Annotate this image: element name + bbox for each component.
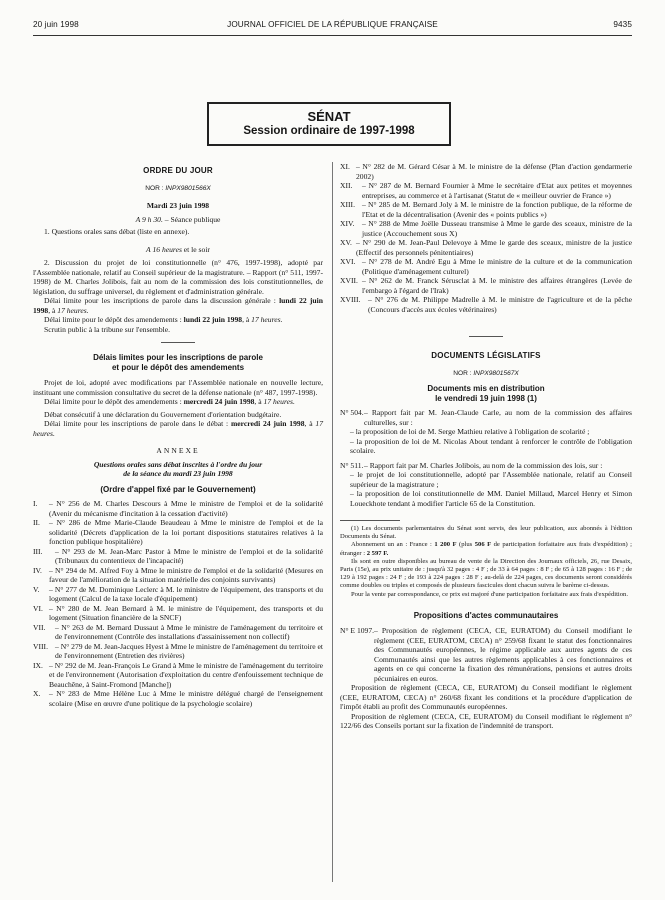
- question-item: [340, 181, 632, 200]
- questions-list-left: [33, 499, 323, 708]
- price-france: 1 200 F: [434, 541, 457, 549]
- questions-heading-line2: de la séance du mardi 23 juin 1998: [123, 469, 233, 478]
- ordre-du-jour-heading: ORDRE DU JOUR: [143, 166, 213, 175]
- question-item: [33, 585, 323, 604]
- question-item: [33, 689, 323, 708]
- document-511: [340, 461, 632, 471]
- annexe-heading: ANNEXE: [156, 446, 200, 455]
- documents-heading: DOCUMENTS LÉGISLATIFS: [431, 351, 541, 360]
- question-number: VII.: [33, 622, 46, 632]
- question-item: [33, 604, 323, 623]
- question-text: – N° 278 de M. André Egu à Mme le ministre de la culture et de la communication (Politique d'aménagement culturel): [362, 257, 632, 276]
- delai-sep: , à: [48, 305, 58, 315]
- question-item: [33, 623, 323, 642]
- debat-budgetaire: Débat consécutif à une déclaration du Gouvernement d'orientation budgétaire.: [44, 409, 282, 419]
- delai-text: Délai limite pour le dépôt des amendements :: [44, 315, 184, 324]
- question-text: – N° 280 de M. Jean Bernard à M. le ministre de l'équipement, des transports et du logement (Situation financière de la SNCF): [49, 603, 323, 622]
- question-item: [33, 642, 323, 661]
- question-text: – N° 277 de M. Dominique Leclerc à M. le ministre de l'équipement, des transports et du logement (Calcul de la taxe locale d'équipement): [49, 584, 323, 603]
- question-number: I.: [33, 499, 38, 508]
- questions-heading: [33, 460, 323, 479]
- section-divider: [161, 342, 195, 343]
- question-text: – N° 283 de Mme Hélène Luc à Mme le ministre délégué chargé de l'enseignement scolaire (Mise en œuvre d'une politique de la psychologie scolaire): [49, 689, 323, 708]
- ordre-appel-heading: (Ordre d'appel fixé par le Gouvernement): [100, 484, 256, 494]
- question-item: [340, 219, 632, 238]
- section-divider: [469, 336, 503, 337]
- question-number: XII.: [340, 181, 353, 190]
- question-text: – N° 276 de M. Philippe Madrelle à M. le ministre de l'agriculture et de la pêche (Concours d'accès aux écoles vétérinaires): [368, 295, 632, 314]
- footnote-3: Ils sont en outre disponibles au bureau de vente de la Direction des Journaux officiels, 26, rue Desaix, Paris (15e), au prix unitaire de : jusqu'à 32 pages : 4 F ; de 33 à 64 pages : 8 F ; de 65 à 128 pages : 16 F ; de 129 à 192 pages : 24 F ; de 193 à 224 pages : 28 F ; au-delà de 224 pages, ces documents seront considérés comme doubles ou triples et composés de plusieurs fascicules dont chacun suivra le barème ci-dessus.: [340, 557, 632, 590]
- delai-text: Délai limite pour les inscriptions de parole dans la discussion générale :: [44, 296, 280, 305]
- header-page-number: 9435: [613, 20, 632, 29]
- questions-list-right: [340, 162, 632, 314]
- docs-nor: [340, 369, 632, 379]
- scrutin-note: Scrutin public à la tribune sur l'ensemble.: [44, 324, 171, 334]
- senat-title: SÉNAT: [307, 109, 351, 124]
- footnote-2: [340, 541, 632, 557]
- document-text: – Rapport fait par M. Charles Jolibois, au nom de la commission des lois, sur :: [364, 460, 603, 470]
- question-number: IV.: [33, 565, 42, 575]
- docs-subheading-line2: le vendredi 19 juin 1998 (1): [435, 393, 537, 403]
- question-item: [33, 661, 323, 690]
- header-rule: [33, 35, 632, 36]
- proposition-e1097-p2: Proposition de règlement (CECA, CE, EURATOM) du Conseil modifiant le règlement (CEE, EURATOM, CECA) n° 260/68 fixant les conditions et la procédure d'application de l'impôt établi au profit des Communautés européennes.: [340, 683, 632, 712]
- question-number: XV.: [340, 238, 352, 247]
- right-column: [340, 162, 632, 731]
- document-number: N° 511.: [340, 460, 364, 470]
- delai-sep: , à: [242, 315, 252, 324]
- running-head: [33, 18, 632, 34]
- afternoon-session-label: et le soir: [181, 244, 210, 254]
- question-text: – N° 285 de M. Bernard Joly à M. le ministre de la fonction publique, de la réforme de l'Etat et de la décentralisation (Avenir des « points publics »): [362, 200, 632, 219]
- question-text: – N° 294 de M. Alfred Foy à Mme le ministre de l'emploi et de la solidarité (Mesures en faveur de l'amélioration de la situation matérielle des conjoints survivants): [49, 565, 323, 584]
- document-511-sub1: – le projet de loi constitutionnelle, adopté par l'Assemblée nationale, relatif au Conseil supérieur de la magistrature ;: [350, 470, 632, 489]
- question-item: [33, 566, 323, 585]
- question-item: [33, 499, 323, 518]
- item-2-discussion: 2. Discussion du projet de loi constitutionnelle (n° 476, 1997-1998), adopté par l'Assemblée nationale, relatif au Conseil supérieur de la magistrature. – Rapport (n° 511, 1997-1998) de M. Charles Jolibois, fait au nom de la commission des lois constitutionnelles, de législation, du suffrage universel, du règlement et d'administration générale.: [33, 258, 323, 296]
- footnote-4: Pour la vente par correspondance, ce prix est majoré d'une participation forfaitaire aux frais d'expédition.: [351, 590, 629, 598]
- proposition-e1097-p3: Proposition de règlement (CECA, CE, EURATOM) du Conseil modifiant le règlement n° 122/66 des Conseils portant sur la fixation de l'indemnité de transport.: [340, 711, 632, 731]
- question-item: [33, 547, 323, 566]
- question-number: XIV.: [340, 219, 355, 228]
- question-item: [340, 257, 632, 276]
- price-expedition: 506 F: [474, 541, 492, 549]
- ordre-nor: [33, 184, 323, 194]
- ordre-nor-code: INPX9801566X: [165, 184, 211, 192]
- question-number: II.: [33, 518, 40, 527]
- question-number: III.: [33, 546, 43, 556]
- day-heading: Mardi 23 juin 1998: [146, 201, 210, 210]
- question-item: [340, 162, 632, 181]
- question-number: XVIII.: [340, 295, 361, 304]
- delai-text: Délai limite pour les inscriptions de parole dans le débat :: [44, 419, 231, 428]
- question-number: XI.: [340, 162, 350, 171]
- question-text: – N° 263 de M. Bernard Dussaut à Mme le ministre de l'aménagement du territoire et de l'environnement (Contrôle des installations d'assainissement non collectif): [55, 622, 323, 641]
- column-divider: [332, 162, 333, 882]
- delai-date: lundi 22 juin 1998: [183, 315, 243, 324]
- question-text: – N° 262 de M. Franck Sérusclat à M. le ministre des affaires étrangères (Levée de l'embargo à l'égard de l'Irak): [362, 276, 632, 295]
- delai-parole-1: [33, 296, 323, 315]
- docs-subheading-line1: Documents mis en distribution: [427, 384, 545, 393]
- delai-parole-2: [33, 419, 323, 438]
- delais-heading-line1: Délais limites pour les inscriptions de parole: [93, 353, 263, 362]
- document-number: N° 504.: [340, 408, 364, 417]
- footnote-text: Abonnement un an : France :: [351, 541, 435, 549]
- afternoon-time: A 16 heures: [146, 244, 182, 254]
- question-text: – N° 286 de Mme Marie-Claude Beaudeau à Mme le ministre de l'emploi et de la solidarité (Décrets d'application de la loi portant dispositions statutaires relatives à la fonction publique hospitalière): [49, 518, 323, 546]
- senat-title-box: [207, 102, 451, 146]
- delai-text: Délai limite pour le dépôt des amendements :: [44, 397, 184, 406]
- footnote-text: de participation forfaitaire aux frais d'expédition) ; étranger :: [340, 541, 633, 557]
- question-number: XVII.: [340, 276, 358, 285]
- price-etranger: 2 597 F.: [366, 549, 389, 557]
- footnote-1: (1) Les documents parlementaires du Sénat sont servis, des leur publication, aux abonnés à l'édition Documents du Sénat.: [340, 525, 632, 541]
- question-item: [340, 200, 632, 219]
- question-item: [340, 295, 632, 314]
- document-511-sub2: – la proposition de loi constitutionnelle de MM. Daniel Millaud, Marcel Henry et Simon Loueckhote tendant à modifier l'article 65 de la Constitution.: [350, 489, 632, 508]
- morning-time: A 9 h 30.: [135, 214, 163, 224]
- question-text: – N° 292 de M. Jean-François Le Grand à Mme le ministre de l'aménagement du territoire et de l'environnement (Autorisation d'exploitation du centre d'enfouissement technique de Beauchêne, à Saint-Fromond [Manche]): [49, 660, 323, 689]
- delai-date: mercredi 24 juin 1998: [183, 397, 255, 406]
- proposition-number: N° E 1097.: [340, 626, 375, 636]
- question-number: XIII.: [340, 200, 355, 209]
- ordre-nor-prefix: NOR :: [145, 184, 166, 192]
- question-number: V.: [33, 584, 40, 594]
- question-text: – N° 282 de M. Gérard César à M. le ministre de la défense (Plan d'action gendarmerie 2002): [356, 162, 632, 181]
- footnote-text: (plus: [456, 541, 475, 549]
- question-item: [33, 518, 323, 547]
- propositions-heading: Propositions d'actes communautaires: [413, 610, 559, 620]
- delai-sep: , à: [254, 397, 264, 406]
- delai-sep: , à: [304, 419, 316, 428]
- question-text: – N° 287 de M. Bernard Fournier à Mme le secrétaire d'Etat aux petites et moyennes entreprises, au commerce et à l'artisanat (Statut de « meilleur ouvrier de France »): [362, 181, 632, 200]
- delai-amendements-1: [33, 315, 323, 325]
- question-text: – N° 288 de Mme Joëlle Dusseau transmise à Mme le garde des sceaux, ministre de la justice (Accouchement sous X): [362, 219, 632, 238]
- docs-nor-code: INPX9801567X: [473, 369, 519, 377]
- delai-time: 17 heures.: [33, 419, 323, 438]
- questions-heading-line1: Questions orales sans débat inscrites à l'ordre du jour: [93, 459, 263, 469]
- question-number: X.: [33, 689, 41, 698]
- delai-time: 17 heures.: [57, 305, 89, 315]
- docs-nor-prefix: NOR :: [453, 369, 474, 377]
- delai-time: 17 heures.: [263, 397, 295, 406]
- item-1-questions: 1. Questions orales sans débat (liste en annexe).: [44, 227, 190, 236]
- morning-session: [33, 215, 323, 225]
- document-text: – Rapport fait par M. Jean-Claude Carle, au nom de la commission des affaires culturelles, sur :: [364, 408, 632, 427]
- delai-time: 17 heures.: [251, 315, 283, 324]
- document-504-sub2: – la proposition de loi de M. Nicolas About tendant à renforcer le contrôle de l'obligation scolaire.: [350, 436, 632, 455]
- question-text: – N° 290 de M. Jean-Paul Delevoye à Mme le garde des sceaux, ministre de la justice (Effectif des personnels pénitentiaires): [356, 238, 632, 257]
- proposition-text: – Proposition de règlement (CECA, CE, EURATOM) du Conseil modifiant le règlement (CEE, EURATOM, CECA) n° 259/68 fixant le statut des fonctionnaires des Communautés européennes, le régime applicable aux autres agents de ces Communautés ainsi que les autres règlements applicables à ces fonctionnaires et agents en ce qui concerne la fixation des rémunérations, pensions et autres droits pécuniaires en euros.: [374, 626, 632, 683]
- projet-secret-defense: Projet de loi, adopté avec modifications par l'Assemblée nationale en nouvelle lecture, instituant une commission consultative du secret de la défense nationale (n° 487, 1997-1998).: [33, 378, 323, 397]
- senat-session: Session ordinaire de 1997-1998: [243, 125, 415, 137]
- morning-session-label: – Séance publique: [162, 214, 221, 224]
- question-number: VI.: [33, 603, 43, 613]
- question-item: [340, 276, 632, 295]
- question-text: – N° 256 de M. Charles Descours à Mme le ministre de l'emploi et de la solidarité (Avenir du mécanisme d'incitation à la cessation d'activité): [49, 499, 323, 518]
- delais-heading-line2: et pour le dépôt des amendements: [111, 362, 245, 372]
- delais-heading: [33, 353, 323, 372]
- question-item: [340, 238, 632, 257]
- proposition-e1097: [340, 626, 632, 683]
- question-text: – N° 279 de M. Jean-Jacques Hyest à Mme le ministre de l'aménagement du territoire et de l'environnement (Entretien des rivières): [55, 641, 323, 660]
- delai-date: lundi 22 juin 1998: [33, 296, 323, 315]
- document-504-sub1: – la proposition de loi de M. Serge Mathieu relative à l'obligation de scolarité ;: [350, 427, 590, 436]
- question-text: – N° 293 de M. Jean-Marc Pastor à Mme le ministre de l'emploi et de la solidarité (Tribunaux du contentieux de l'incapacité): [55, 546, 323, 565]
- footnote-rule: [340, 520, 400, 521]
- delai-date: mercredi 24 juin 1998: [230, 419, 305, 428]
- left-column: [33, 162, 323, 708]
- footnotes: [340, 525, 632, 599]
- document-504: [340, 408, 632, 427]
- header-date: 20 juin 1998: [33, 20, 79, 29]
- afternoon-session: [33, 245, 323, 255]
- docs-subheading: [340, 384, 632, 403]
- question-number: VIII.: [33, 641, 48, 651]
- header-journal-title: JOURNAL OFFICIEL DE LA RÉPUBLIQUE FRANÇAISE: [227, 20, 438, 29]
- delai-amendements-2: [33, 397, 323, 407]
- question-number: XVI.: [340, 257, 356, 266]
- question-number: IX.: [33, 660, 43, 670]
